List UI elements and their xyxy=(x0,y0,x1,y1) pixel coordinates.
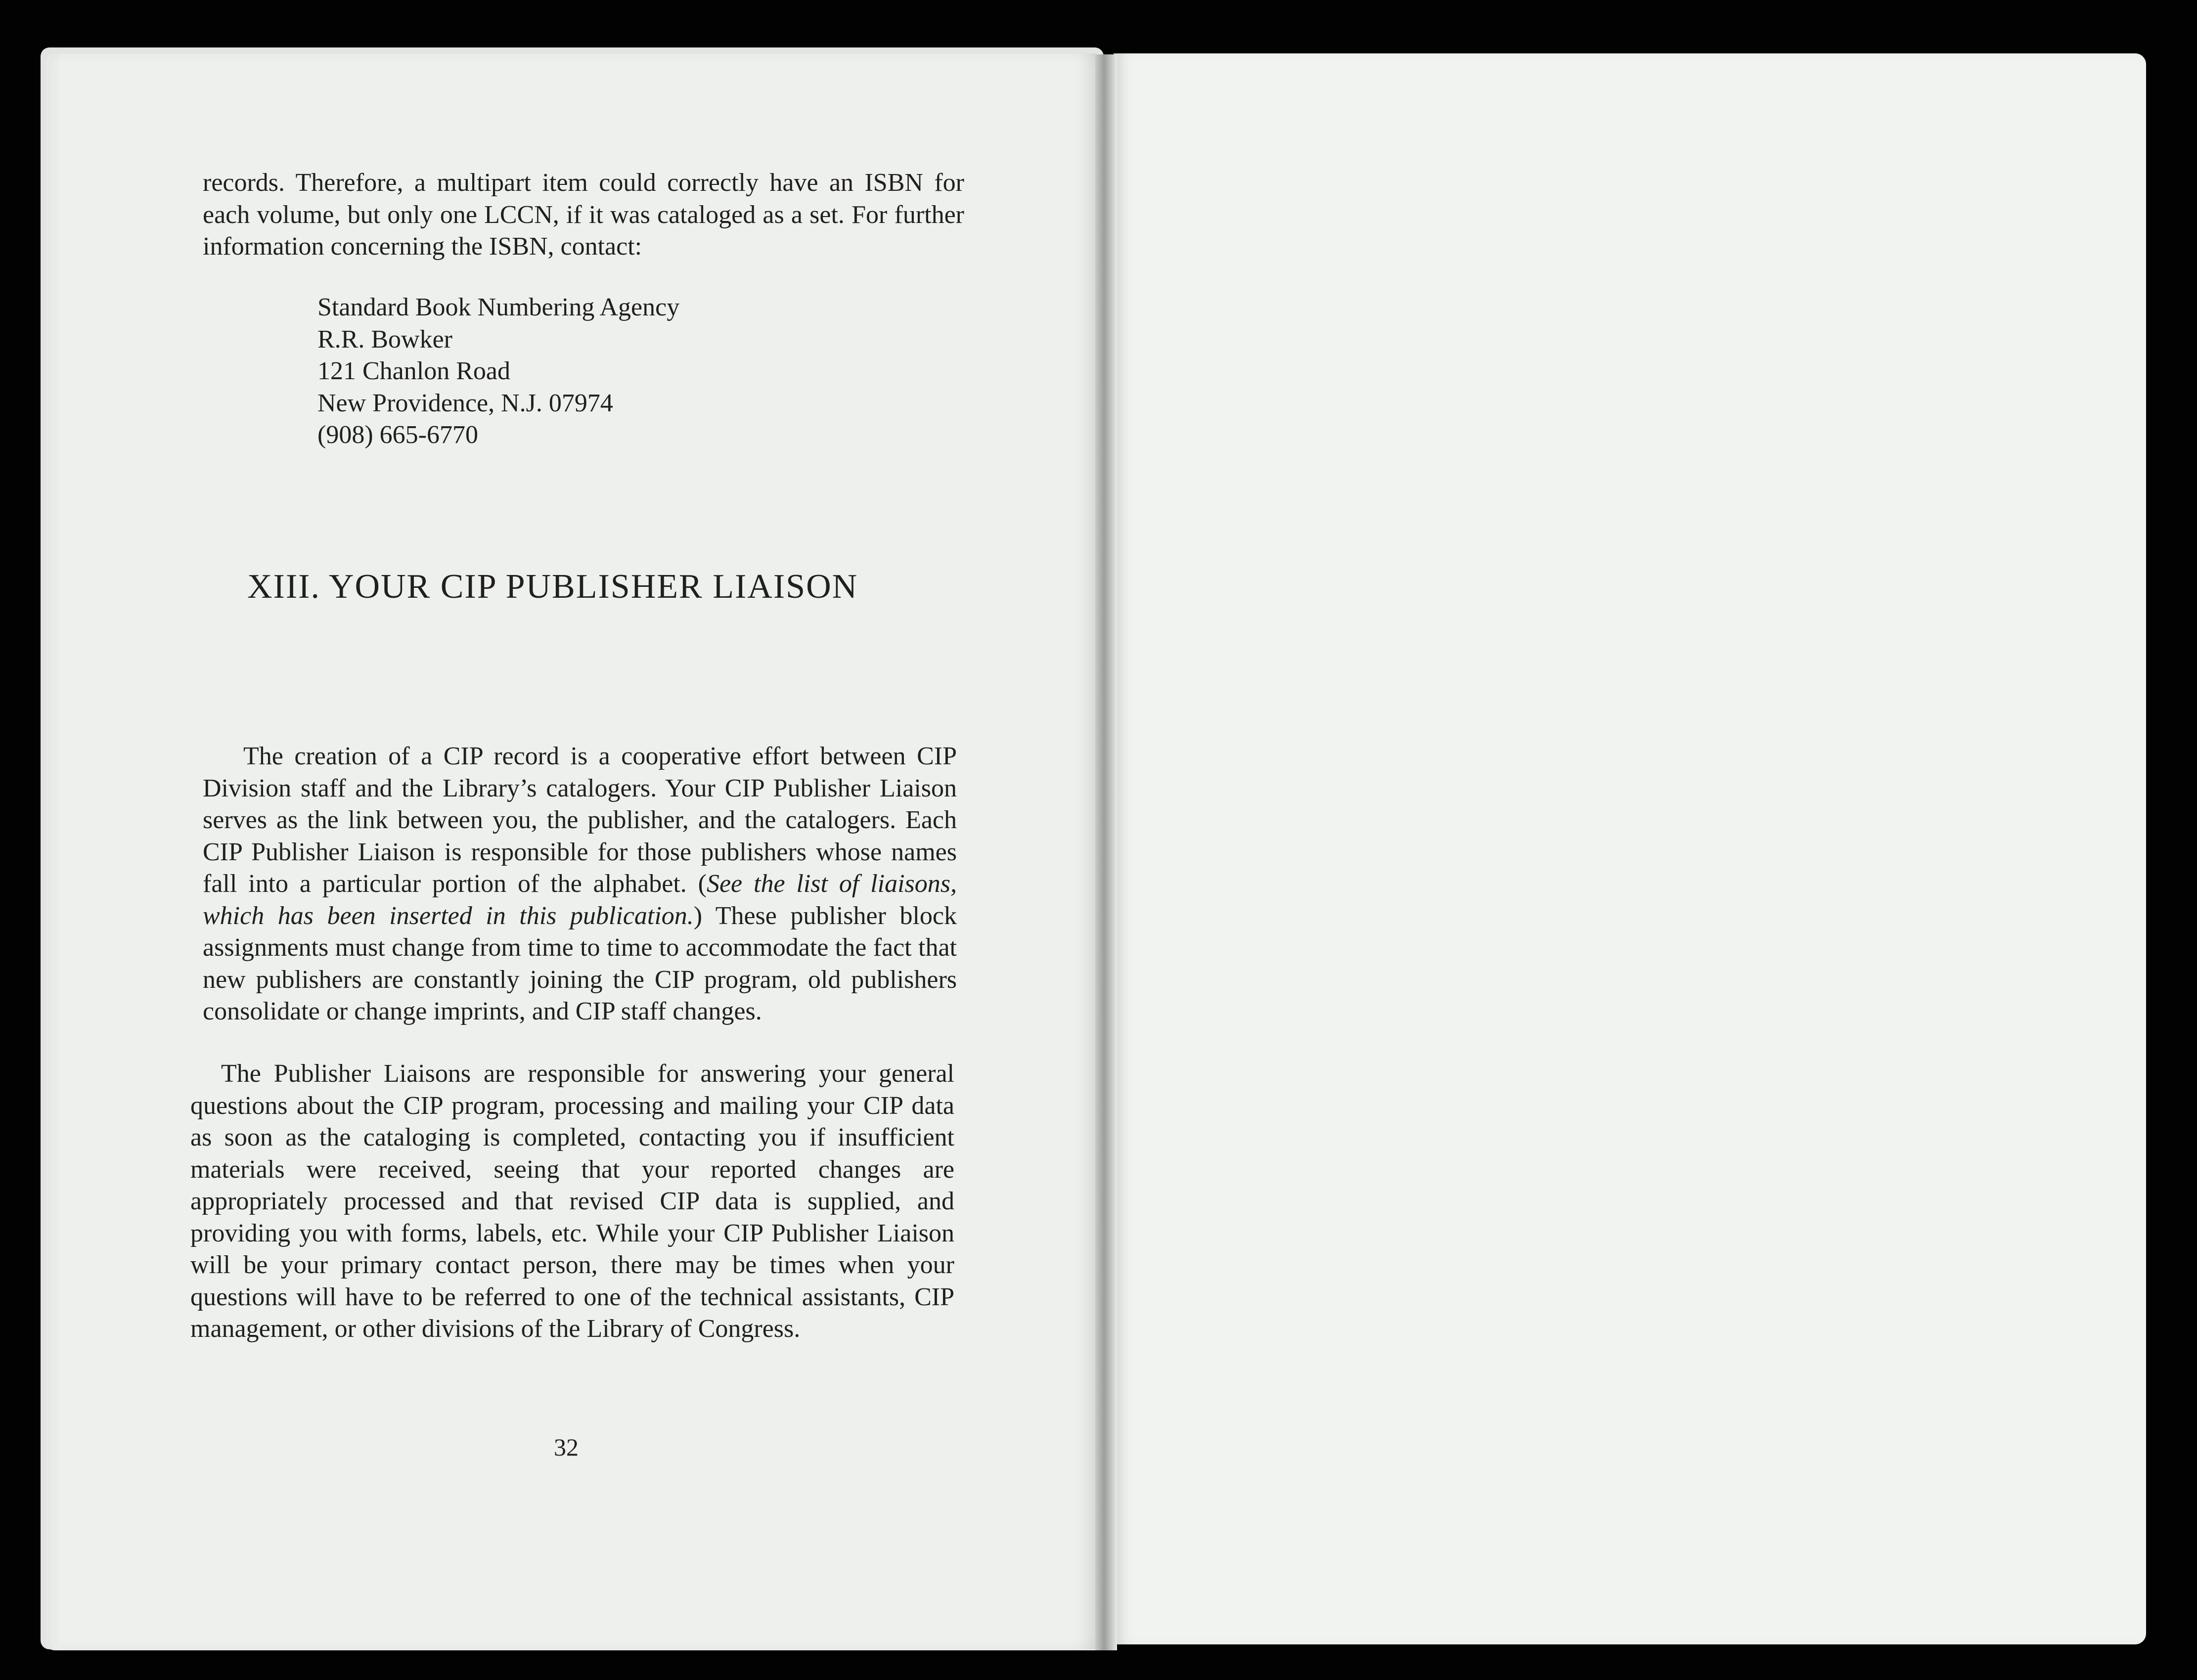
paragraph-liaison-role-text-end: ) These publisher block assignments must change from time to time to accommodate the fact that new publishers are constantly joining the CIP program, old publishers consolidate or change imprints, and CIP staff changes. xyxy=(203,901,957,1025)
paragraph-liaison-duties: The Publisher Liaisons are responsible for answering your general questions about the CIP program, processing and mailing your CIP data as soon as the cataloging is completed, contacting you if insufficient materials were received, seeing that your reported changes are appropriately processed and that revised CIP data is supplied, and providing you with forms, labels, etc. While your CIP Publisher Liaison will be your primary contact person, there may be times when your questions will have to be referred to one of the technical assistants, CIP management, or other divisions of the Library of Congress. xyxy=(190,1060,954,1343)
intro-paragraph: records. Therefore, a multipart item could correctly have an ISBN for each volume, but only one LCCN, if it was cataloged as a set. For further information concerning the ISBN, contact: xyxy=(203,169,964,261)
address-line-city: New Providence, N.J. 07974 xyxy=(317,389,613,417)
section-heading: XIII. YOUR CIP PUBLISHER LIAISON xyxy=(247,568,858,606)
address-line-phone: (908) 665-6770 xyxy=(317,421,478,449)
book-gutter xyxy=(1095,54,1117,1650)
paragraph-liaison-role-text: The creation of a CIP record is a cooperative effort between CIP Division staff and the Library’s catalogers. Your CIP Publisher Liaison serves as the link between you, the publisher, and the catalogers. Each CIP Publisher Liaison is responsible for those publishers whose names fall into a particular portion of the alphabet. ( xyxy=(203,742,957,898)
italic-note: See the list of liaisons, which has been inserted in this publication. xyxy=(203,870,957,930)
paragraph-liaison-role xyxy=(203,741,957,1028)
contact-address xyxy=(317,292,679,451)
address-line-street: 121 Chanlon Road xyxy=(317,357,510,385)
address-line-agency: Standard Book Numbering Agency xyxy=(317,293,680,321)
right-page-blank xyxy=(1114,53,2146,1644)
address-line-company: R.R. Bowker xyxy=(317,325,452,354)
page-number: 32 xyxy=(554,1433,579,1461)
